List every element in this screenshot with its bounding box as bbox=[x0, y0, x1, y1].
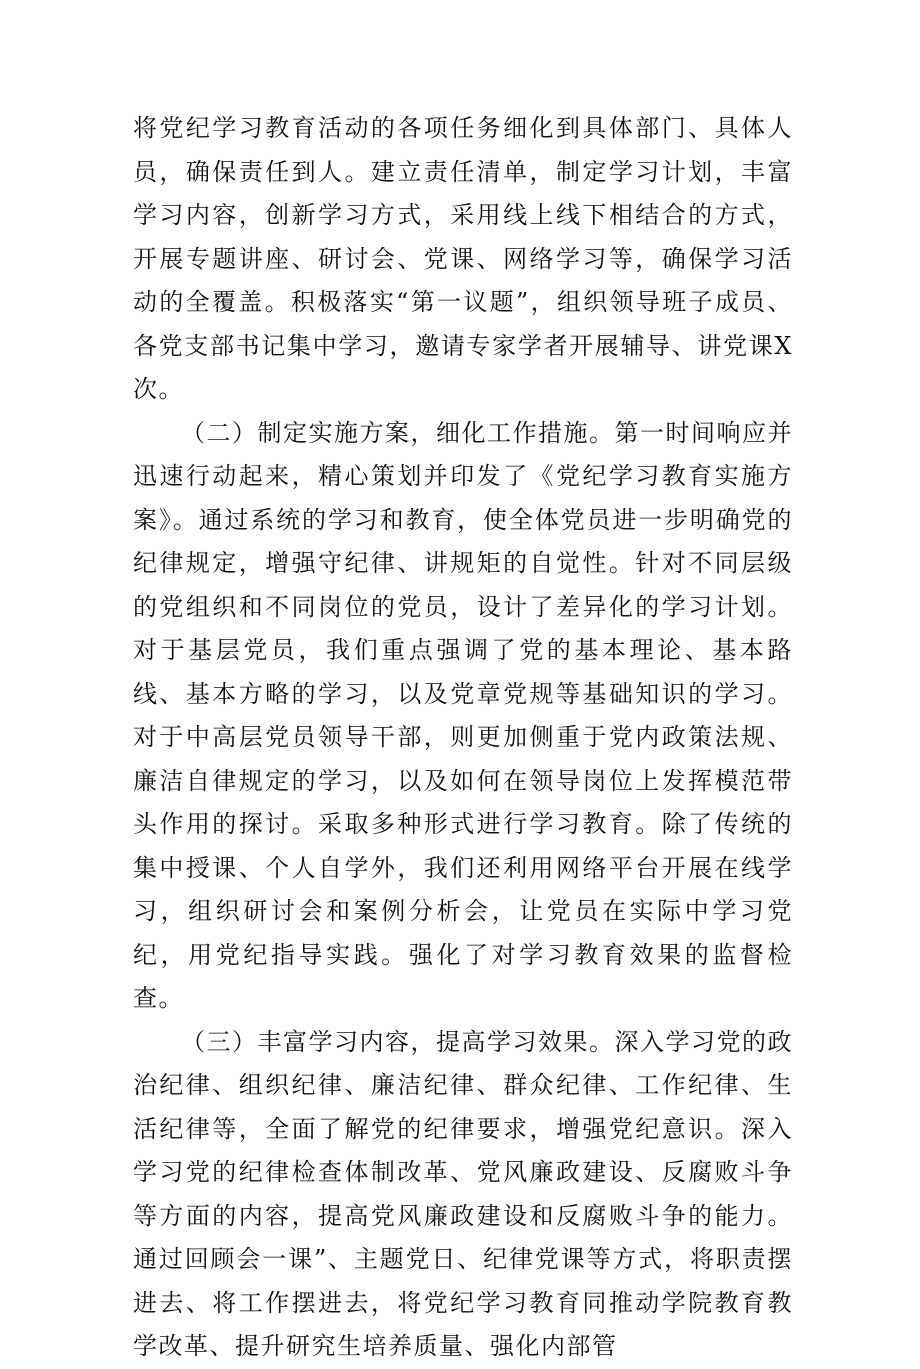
paragraph-section-2: （二）制定实施方案，细化工作措施。第一时间响应并迅速行动起来，精心策划并印发了《党纪学习教育实施方案》。通过系统的学习和教育，使全体党员进一步明确党的纪律规定，增强守纪律、讲规矩的自觉性。针对不同层级的党组织和不同岗位的党员，设计了差异化的学习计划。对于基层党员，我们重点强调了党的基本理论、基本路线、基本方略的学习，以及党章党规等基础知识的学习。对于中高层党员领导干部，则更加侧重于党内政策法规、廉洁自律规定的学习，以及如何在领导岗位上发挥模范带头作用的探讨。采取多种形式进行学习教育。除了传统的集中授课、个人自学外，我们还利用网络平台开展在线学习，组织研讨会和案例分析会，让党员在实际中学习党纪，用党纪指导实践。强化了对学习教育效果的监督检查。 bbox=[133, 418, 793, 1012]
paragraph-section-3: （三）丰富学习内容，提高学习效果。深入学习党的政治纪律、组织纪律、廉洁纪律、群众纪律、工作纪律、生活纪律等，全面了解党的纪律要求，增强党纪意识。深入学习党的纪律检查体制改革、党风廉政建设、反腐败斗争等方面的内容，提高党风廉政建设和反腐败斗争的能力。通过回顾会一课”、主题党日、纪律党课等方式，将职责摆进去、将工作摆进去，将党纪学习教育同推动学院教育教学改革、提升研究生培养质量、强化内部管 bbox=[133, 1027, 793, 1360]
document-body bbox=[133, 107, 793, 1369]
paragraph-continuation: 将党纪学习教育活动的各项任务细化到具体部门、具体人员，确保责任到人。建立责任清单，制定学习计划，丰富学习内容，创新学习方式，采用线上线下相结合的方式，开展专题讲座、研讨会、党课、网络学习等，确保学习活动的全覆盖。积极落实“第一议题”，组织领导班子成员、各党支部书记集中学习，邀请专家学者开展辅导、讲党课X次。 bbox=[133, 114, 793, 403]
